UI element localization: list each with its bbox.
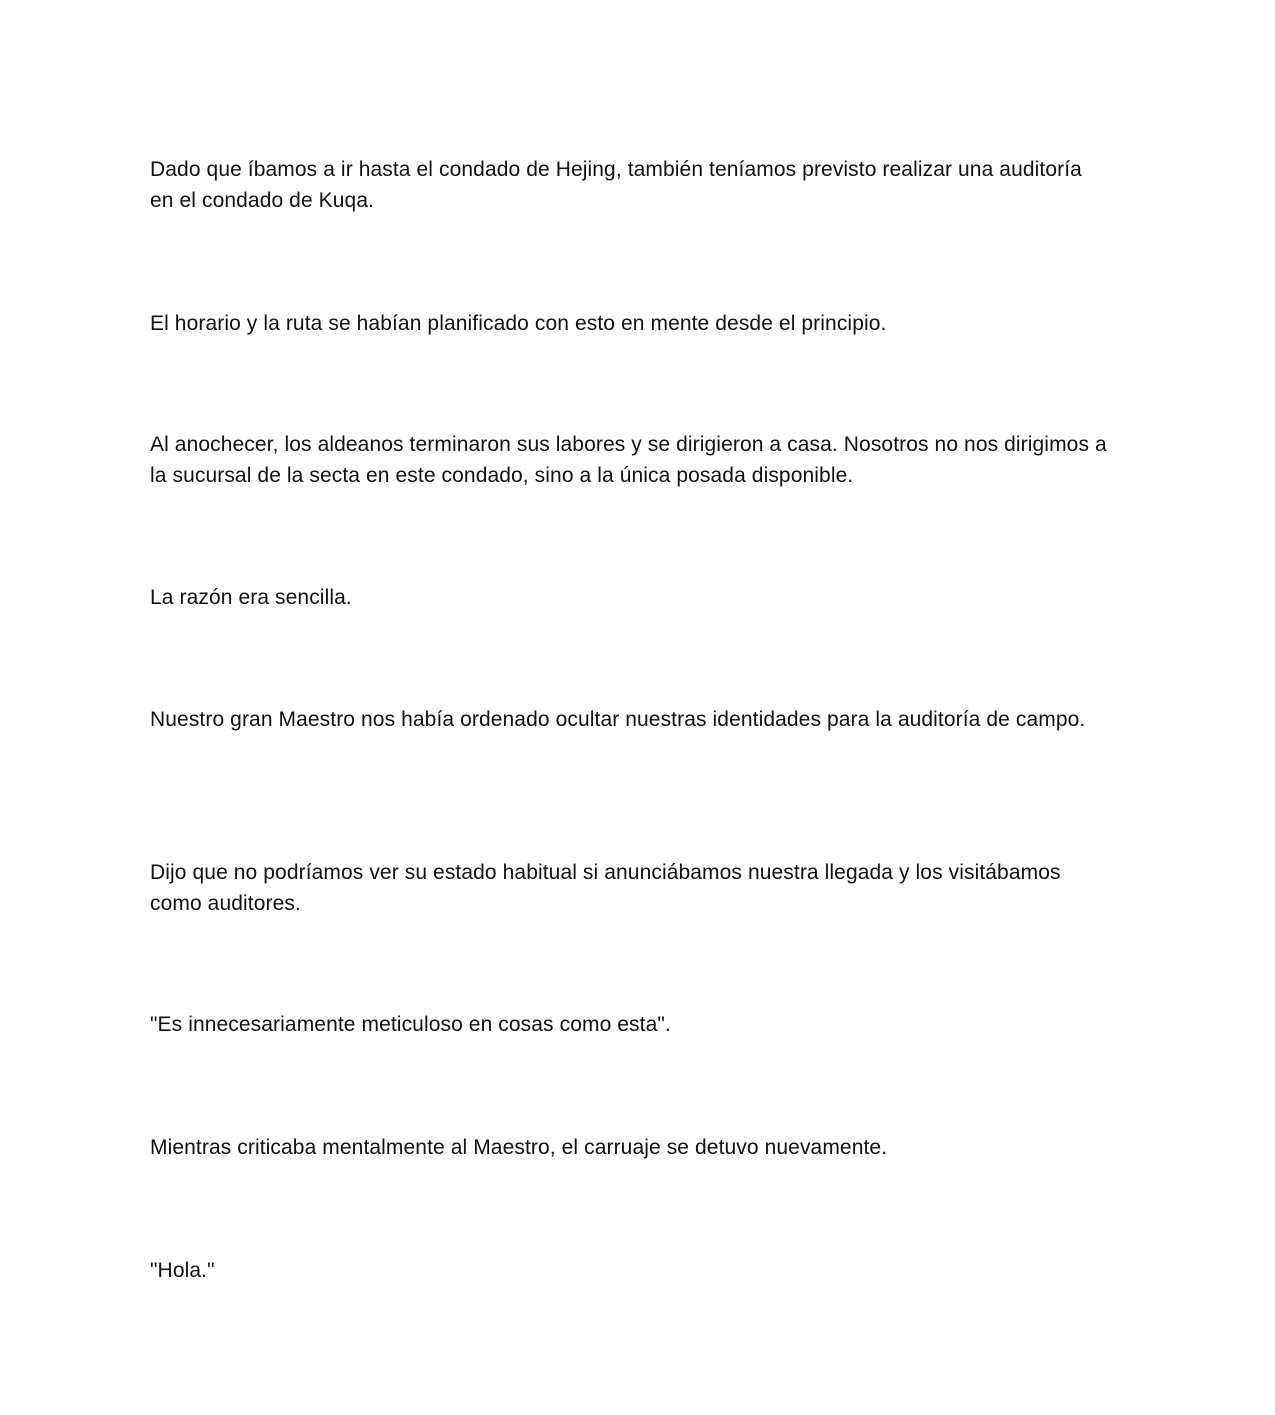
paragraph-5: Nuestro gran Maestro nos había ordenado ocultar nuestras identidades para la auditoría de campo.	[150, 708, 1086, 731]
paragraph-9: "Hola."	[150, 1259, 215, 1282]
paragraph-4: La razón era sencilla.	[150, 586, 352, 609]
paragraph-8: Mientras criticaba mentalmente al Maestro, el carruaje se detuvo nuevamente.	[150, 1136, 888, 1159]
paragraph-2: El horario y la ruta se habían planificado con esto en mente desde el principio.	[150, 312, 887, 335]
paragraph-1: Dado que íbamos a ir hasta el condado de Hejing, también teníamos previsto realizar una auditoría en el condado de Kuqa.	[150, 158, 1082, 212]
paragraph-6: Dijo que no podríamos ver su estado habitual si anunciábamos nuestra llegada y los visitábamos como auditores.	[150, 861, 1061, 915]
paragraph-3: Al anochecer, los aldeanos terminaron sus labores y se dirigieron a casa. Nosotros no nos dirigimos a la sucursal de la secta en este condado, sino a la única posada disponible.	[150, 433, 1107, 487]
paragraph-7: "Es innecesariamente meticuloso en cosas como esta".	[150, 1013, 671, 1036]
